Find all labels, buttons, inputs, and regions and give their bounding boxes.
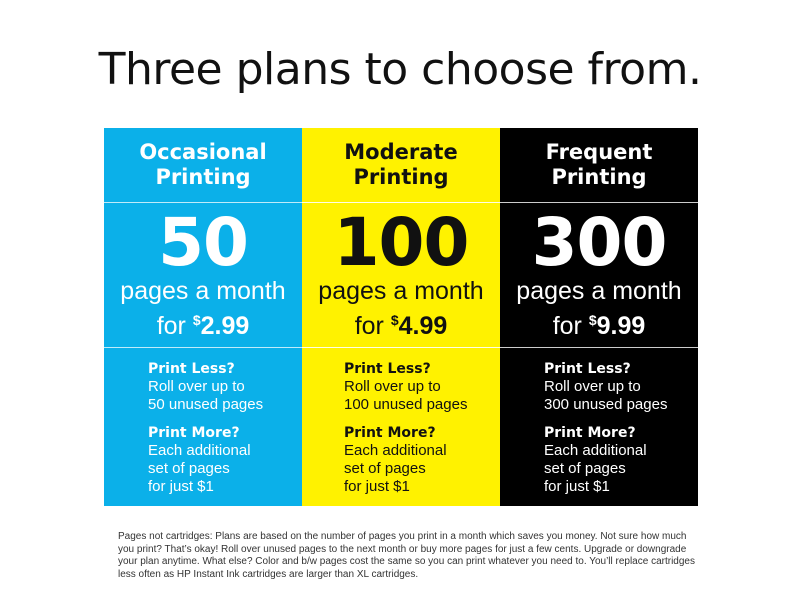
print-less-heading: Print Less? bbox=[344, 361, 431, 377]
plan-pages-block bbox=[500, 203, 698, 347]
print-more-text: Each additional set of pages for just $1 bbox=[148, 442, 251, 495]
price-amount: 4.99 bbox=[398, 311, 448, 340]
pages-count: 50 bbox=[158, 203, 248, 281]
plan-details bbox=[302, 348, 500, 506]
plan-name bbox=[104, 128, 302, 202]
pages-label: pages a month bbox=[120, 276, 286, 305]
print-less-block bbox=[148, 360, 302, 414]
currency-symbol: $ bbox=[588, 311, 597, 328]
print-less-heading: Print Less? bbox=[544, 361, 631, 377]
print-less-block bbox=[544, 360, 698, 414]
plan-name-line1: Frequent bbox=[545, 139, 653, 164]
print-more-text: Each additional set of pages for just $1 bbox=[344, 442, 447, 495]
print-more-text: Each additional set of pages for just $1 bbox=[544, 442, 647, 495]
print-more-block bbox=[148, 424, 302, 496]
price-line bbox=[355, 305, 448, 341]
plans-table bbox=[104, 128, 698, 506]
print-less-block bbox=[344, 360, 500, 414]
print-less-text: Roll over up to 100 unused pages bbox=[344, 378, 468, 413]
plan-details bbox=[104, 348, 302, 506]
print-more-block bbox=[544, 424, 698, 496]
pages-count: 100 bbox=[333, 203, 469, 281]
plan-frequent bbox=[500, 128, 698, 506]
pages-count: 300 bbox=[531, 203, 667, 281]
print-more-heading: Print More? bbox=[344, 425, 436, 441]
price-line bbox=[157, 305, 250, 341]
plan-moderate bbox=[302, 128, 500, 506]
footnote: Pages not cartridges: Plans are based on the number of pages you print in a month which saves you money. Not sure how much you print? That’s okay! Roll over unused pages to the next month or buy more pages for just a few cents. Upgrade or downgrade your plan anytime. What else? Color and b/w pages cost the same so you can print whatever you need to. You’ll replace cartridges less often as HP Instant Ink cartridges are larger than XL cartridges. bbox=[118, 531, 695, 580]
plan-name bbox=[500, 128, 698, 202]
print-more-block bbox=[344, 424, 500, 496]
print-more-heading: Print More? bbox=[544, 425, 636, 441]
currency-symbol: $ bbox=[192, 311, 201, 328]
print-less-heading: Print Less? bbox=[148, 361, 235, 377]
price-amount: 2.99 bbox=[200, 311, 250, 340]
plan-name-line1: Moderate bbox=[344, 139, 458, 164]
pages-label: pages a month bbox=[318, 276, 484, 305]
plan-name-line2: Printing bbox=[353, 164, 449, 189]
plan-name-line2: Printing bbox=[551, 164, 647, 189]
price-line bbox=[553, 305, 646, 341]
plan-name-line2: Printing bbox=[155, 164, 251, 189]
page-title: Three plans to choose from. bbox=[98, 44, 702, 95]
price-prefix: for bbox=[156, 311, 193, 340]
print-less-text: Roll over up to 300 unused pages bbox=[544, 378, 668, 413]
price-prefix: for bbox=[552, 311, 589, 340]
print-more-heading: Print More? bbox=[148, 425, 240, 441]
plan-pages-block bbox=[302, 203, 500, 347]
print-less-text: Roll over up to 50 unused pages bbox=[148, 378, 264, 413]
plan-name-line1: Occasional bbox=[139, 139, 267, 164]
pages-label: pages a month bbox=[516, 276, 682, 305]
plan-name bbox=[302, 128, 500, 202]
currency-symbol: $ bbox=[390, 311, 399, 328]
price-prefix: for bbox=[354, 311, 391, 340]
plan-pages-block bbox=[104, 203, 302, 347]
plan-occasional bbox=[104, 128, 302, 506]
price-amount: 9.99 bbox=[596, 311, 646, 340]
plan-details bbox=[500, 348, 698, 506]
